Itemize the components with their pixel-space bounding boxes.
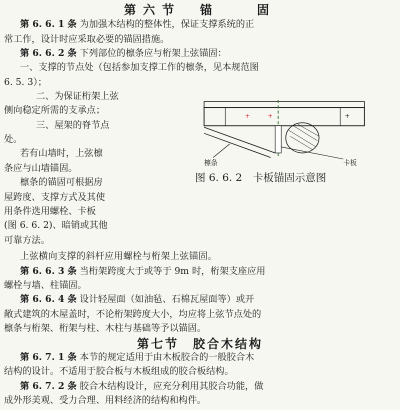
label-purlin: 檩条 (204, 158, 218, 167)
paragraph-line: 成外形美观、受力合理、用料经济的结构和构件。 (4, 395, 207, 406)
bolt-mark: + (244, 112, 250, 120)
paragraph-line: 常工作，设计时应采取必要的锚固措施。 (4, 33, 170, 45)
wood-grain (289, 124, 319, 150)
article-number: 第 6. 6. 4 条 (20, 294, 77, 306)
paragraph-line: 条应与山墙锚固。 (4, 162, 78, 174)
paragraph-line: 敞式建筑的木屋盖时，不论桁架跨度大小，均应将上弦节点处的 (4, 308, 262, 320)
truss-section (286, 123, 319, 153)
clip-plate (275, 126, 281, 153)
paragraph-line: 6. 5. 3）； (4, 76, 47, 88)
article-number: 第 6. 6. 3 条 (20, 265, 77, 277)
paragraph-line: 上弦横向支撑的斜杆应用螺栓与桁架上弦锚固。 (20, 251, 218, 263)
figure-caption: 图 6. 6. 2 卡板锚固示意图 (195, 171, 327, 184)
article-number: 第 6. 6. 2 条 (20, 47, 77, 59)
paragraph-line: 檩条与桁架、桁架与柱、木柱与基础等予以锚固。 (4, 323, 207, 335)
paragraph-line: 第 6. 6. 4 条 设计轻屋面（如油毡、石棉瓦屋面等）或开 (20, 294, 255, 306)
paragraph-line: (图 6. 6. 2)、暗销或其他 (4, 220, 108, 232)
rafter-line (204, 127, 275, 153)
paragraph-line: 二、为保证桁架上弦 (36, 90, 119, 102)
paragraph-line: 若有山墙时，上弦檩 (20, 148, 103, 160)
paragraph-line: 侧向稳定所需的支承点； (4, 105, 106, 117)
article-number: 第 6. 6. 1 条 (20, 19, 77, 31)
section-heading: 第七节 胶合木结构 (136, 336, 263, 351)
paragraph-line: 第 6. 6. 1 条 为加强木结构的整体性，保证支撑系统的正 (20, 19, 255, 31)
article-number: 第 6. 7. 2 条 (20, 380, 77, 392)
paragraph-line: 第 6. 6. 2 条 下列部位的檩条应与桁架上弦锚固： (20, 47, 227, 59)
paragraph-line: 可靠方法。 (4, 234, 50, 246)
paragraph-line: 檩条的锚固可根据房 (20, 177, 103, 189)
paragraph-line: 第 6. 6. 3 条 当桁架跨度大于或等于 9m 时，桁架支座应用 (20, 265, 266, 277)
article-number: 第 6. 7. 1 条 (20, 351, 77, 363)
section-heading: 第六节 锚 固 (123, 3, 276, 18)
paragraph-line: 结构的设计。不适用于胶合板与木板组成的胶合板结构。 (4, 366, 234, 378)
bolt-mark: + (267, 112, 273, 120)
label-clip: 卡板 (343, 158, 357, 167)
clip-anchor-figure (176, 97, 394, 179)
bolt-mark: + (344, 112, 350, 120)
paragraph-line: 三、屋架的脊节点 (36, 119, 110, 131)
paragraph-line: 屋跨度、支撑方式及其使 (4, 191, 106, 203)
paragraph-line: 第 6. 7. 1 条 本节的规定适用于由木板胶合的一般胶合木 (20, 351, 255, 363)
rafter-line (204, 133, 271, 157)
leader-line (213, 144, 230, 158)
paragraph-line: 螺栓与墙、柱锚固。 (4, 280, 87, 292)
paragraph-line: 用条件选用螺栓、卡板 (4, 205, 96, 217)
paragraph-line: 处。 (4, 134, 23, 146)
purlin-top-edge (204, 101, 364, 107)
leader-line (281, 147, 343, 159)
paragraph-line: 第 6. 7. 2 条 胶合木结构设计，应充分利用其胶合功能，做 (20, 380, 264, 392)
paragraph-line: 一、支撑的节点处（包括参加支撑工作的檩条，见本规范图 (20, 62, 259, 74)
